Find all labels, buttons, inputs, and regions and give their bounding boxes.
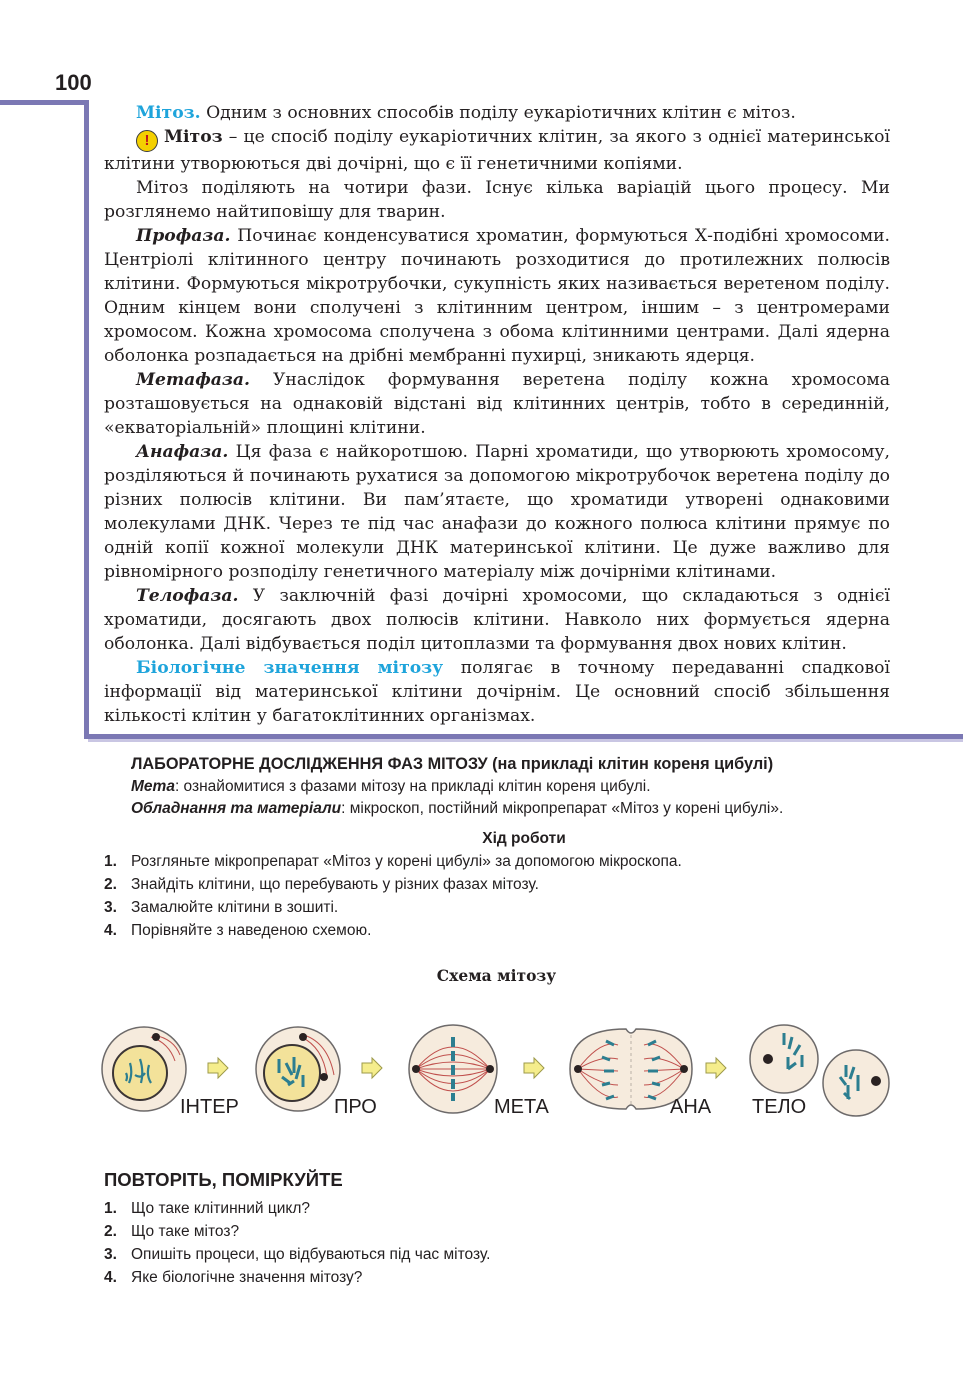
list-item xyxy=(104,919,904,942)
progress-title: Хід роботи xyxy=(482,830,566,847)
list-item xyxy=(104,896,904,919)
lab-steps xyxy=(104,850,904,942)
exclamation-icon: ! xyxy=(136,130,158,152)
arrow-icon xyxy=(208,1058,228,1078)
list-item-number: 3. xyxy=(104,1246,117,1263)
lab-section xyxy=(104,752,904,942)
term-significance: Біологічне значення мітозу xyxy=(136,658,444,678)
term-telophase: Телофаза. xyxy=(136,586,239,606)
list-item-text: Розгляньте мікропрепарат «Мітоз у корені цибулі» за допомогою мікроскопа. xyxy=(131,853,682,870)
review-title: ПОВТОРІТЬ, ПОМІРКУЙТЕ xyxy=(104,1169,343,1190)
list-item xyxy=(104,850,904,873)
paragraph-significance xyxy=(104,656,890,728)
lab-equipment-text: : мікроскоп, постійний мікропрепарат «Мітоз у корені цибулі». xyxy=(341,800,784,817)
paragraph-text: У заключній фазі дочірні хромосоми, що складаються з однієї хроматиди, досягають двох полюсів клітини. Навколо них формується ядерна оболонка. Далі відбувається поділ цитоплазми та формування двох нових клітин. xyxy=(104,586,890,654)
arrow-icon xyxy=(524,1058,544,1078)
list-item xyxy=(104,873,904,896)
paragraph-text: Ця фаза є найкоротшою. Парні хроматиди, що утворюють хромосому, розділяються й починають рухатися за допомогою мікротрубочок веретена поділу до різних полюсів клітини. Ви пам’ятаєте, що хроматиди утворені однаковими молекулами ДНК. Через те під час анафази до кожного полюса клітини прямує по одній копії кожної молекули ДНК материнської клітини. Це дуже важливо для рівномірного розподілу генетичного матеріалу між дочірніми клітинами. xyxy=(104,442,890,582)
arrow-icon xyxy=(706,1058,726,1078)
paragraph-text: – це спосіб поділу еукаріотичних клітин, за якого з однієї материнської клітини утворюються дві дочірні, що є її генетичними копіями. xyxy=(104,127,890,174)
term-mitosis-definition: Мітоз xyxy=(164,127,223,147)
phase-label-anaphase: АНА xyxy=(670,1096,712,1118)
list-item-number: 2. xyxy=(104,876,117,893)
lab-goal-text: : ознайомитися з фазами мітозу на прикладі клітин кореня цибулі. xyxy=(174,778,651,795)
interphase-cell xyxy=(102,1027,186,1111)
page-number: 100 xyxy=(55,70,92,95)
list-item xyxy=(104,1243,490,1266)
lab-goal-label: Мета xyxy=(131,778,175,795)
term-anaphase: Анафаза. xyxy=(136,442,229,462)
paragraph-metaphase xyxy=(104,368,890,440)
paragraph-text: полягає в точному передаванні спадкової інформації від материнської клітини дочірнім. Це основний спосіб збільшення кількості клітин у багатоклітинних організмах. xyxy=(104,658,890,726)
list-item-text: Знайдіть клітини, що перебувають у різних фазах мітозу. xyxy=(131,876,539,893)
phase-label-prophase: ПРО xyxy=(334,1096,377,1118)
term-prophase: Профаза. xyxy=(136,226,231,246)
arrow-icon xyxy=(362,1058,382,1078)
list-item-text: Що таке мітоз? xyxy=(131,1223,240,1240)
scheme-title: Схема мітозу xyxy=(436,966,557,985)
review-questions xyxy=(104,1197,490,1289)
phase-label-telophase: ТЕЛО xyxy=(752,1096,807,1118)
list-item-number: 4. xyxy=(104,922,117,939)
list-item-text: Опишіть процеси, що відбуваються під час мітозу. xyxy=(131,1246,491,1263)
paragraph-mitosis-definition xyxy=(104,125,890,176)
list-item-text: Порівняйте з наведеною схемою. xyxy=(131,922,372,939)
paragraph-anaphase xyxy=(104,440,890,584)
list-item-text: Що таке клітинний цикл? xyxy=(131,1200,310,1217)
list-item xyxy=(104,1220,490,1243)
paragraph-text: Унаслідок формування веретена поділу кожна хромосома розташовується на однаковій відстані від клітинних центрів, тобто в серединній, «екваторіальній» площині клітини. xyxy=(104,370,890,438)
lab-goal xyxy=(131,776,904,798)
side-rule xyxy=(84,100,89,734)
paragraph-phases xyxy=(104,176,890,224)
list-item-number: 3. xyxy=(104,899,117,916)
phase-label-interphase: ІНТЕР xyxy=(180,1096,239,1118)
metaphase-cell xyxy=(409,1025,497,1113)
phase-label-metaphase: МЕТА xyxy=(494,1096,549,1118)
paragraph-text: Мітоз поділяють на чотири фази. Існує кілька варіацій цього процесу. Ми розглянемо найтиповішу для тварин. xyxy=(104,178,890,222)
lab-title: ЛАБОРАТОРНЕ ДОСЛІДЖЕННЯ ФАЗ МІТОЗУ (на прикладі клітин кореня цибулі) xyxy=(131,755,774,773)
lab-equipment-label: Обладнання та матеріали xyxy=(131,800,342,817)
paragraph-text: Починає конденсуватися хроматин, формуються Х-подібні хромосоми. Центріолі клітинного центру починають розходитися до протилежних полюсів клітини. Формуються мікротрубочки, сукупність яких називається веретеном поділу. Одним кінцем вони сполучені з клітинним центром, іншим – з центромерами хромосом. Кожна хромосома сполучена з обома клітинними центрами. Далі ядерна оболонка розпадається на дрібні мембранні пухирці, зникають ядерця. xyxy=(104,226,890,366)
prophase-cell xyxy=(256,1027,340,1111)
main-text xyxy=(104,101,890,728)
review-section xyxy=(104,1166,490,1289)
list-item-text: Яке біологічне значення мітозу? xyxy=(131,1269,363,1286)
list-item-number: 1. xyxy=(104,853,117,870)
paragraph-text: Одним з основних способів поділу еукаріотичних клітин є мітоз. xyxy=(200,103,796,123)
list-item-number: 2. xyxy=(104,1223,117,1240)
paragraph-prophase xyxy=(104,224,890,368)
list-item-text: Замалюйте клітини в зошиті. xyxy=(131,899,339,916)
term-mitosis: Мітоз. xyxy=(136,103,201,123)
list-item-number: 4. xyxy=(104,1269,117,1286)
list-item xyxy=(104,1197,490,1220)
paragraph-telophase xyxy=(104,584,890,656)
mitosis-scheme xyxy=(96,1015,896,1125)
list-item xyxy=(104,1266,490,1289)
list-item-number: 1. xyxy=(104,1200,117,1217)
bottom-rule-shadow xyxy=(88,739,963,742)
top-rule xyxy=(0,100,88,105)
paragraph-mitosis-intro xyxy=(104,101,890,125)
lab-equipment xyxy=(131,798,904,820)
term-metaphase: Метафаза. xyxy=(136,370,251,390)
